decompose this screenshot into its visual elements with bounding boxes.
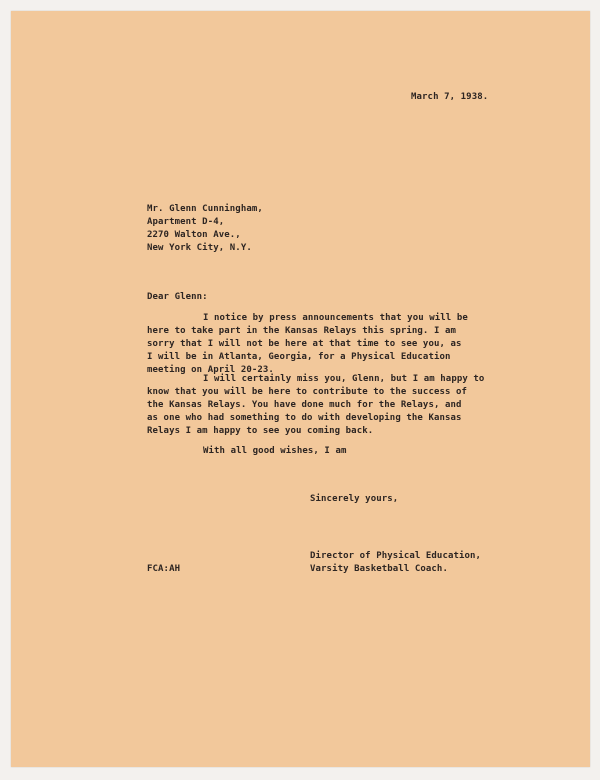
signer-block [310, 550, 481, 576]
paragraph-line: know that you will be here to contribute to the success of [147, 387, 468, 397]
signer-title: Director of Physical Education, [310, 551, 482, 561]
reference-initials: FCA:AH [147, 564, 181, 574]
salutation: Dear Glenn: [147, 292, 208, 302]
recipient-apartment: Apartment D-4, [147, 217, 225, 227]
paragraph-line: here to take part in the Kansas Relays this spring. I am [147, 326, 457, 336]
signer-title: Varsity Basketball Coach. [310, 564, 448, 574]
recipient-street: 2270 Walton Ave., [147, 230, 241, 240]
paragraph-3: With all good wishes, I am [203, 446, 347, 456]
paragraph-line: Relays I am happy to see you coming back. [147, 426, 374, 436]
paragraph-2-first-line: I will certainly miss you, Glenn, but I am happy to [203, 374, 485, 384]
paragraph-line: the Kansas Relays. You have done much for the Relays, and [147, 400, 462, 410]
paragraph-1 [147, 325, 462, 377]
paragraph-line: I will be in Atlanta, Georgia, for a Physical Education [147, 352, 451, 362]
complimentary-closing: Sincerely yours, [310, 494, 399, 504]
paragraph-line: as one who had something to do with developing the Kansas [147, 413, 462, 423]
paragraph-line: sorry that I will not be here at that time to see you, as [147, 339, 462, 349]
recipient-city: New York City, N.Y. [147, 243, 252, 253]
letter-date: March 7, 1938. [411, 92, 489, 102]
paragraph-1-first-line: I notice by press announcements that you will be [203, 313, 468, 323]
recipient-name: Mr. Glenn Cunningham, [147, 204, 263, 214]
letter-sheet [11, 11, 590, 767]
paragraph-line: meeting on April 20-23. [147, 365, 274, 375]
recipient-address [147, 203, 263, 255]
paragraph-2 [147, 386, 467, 438]
